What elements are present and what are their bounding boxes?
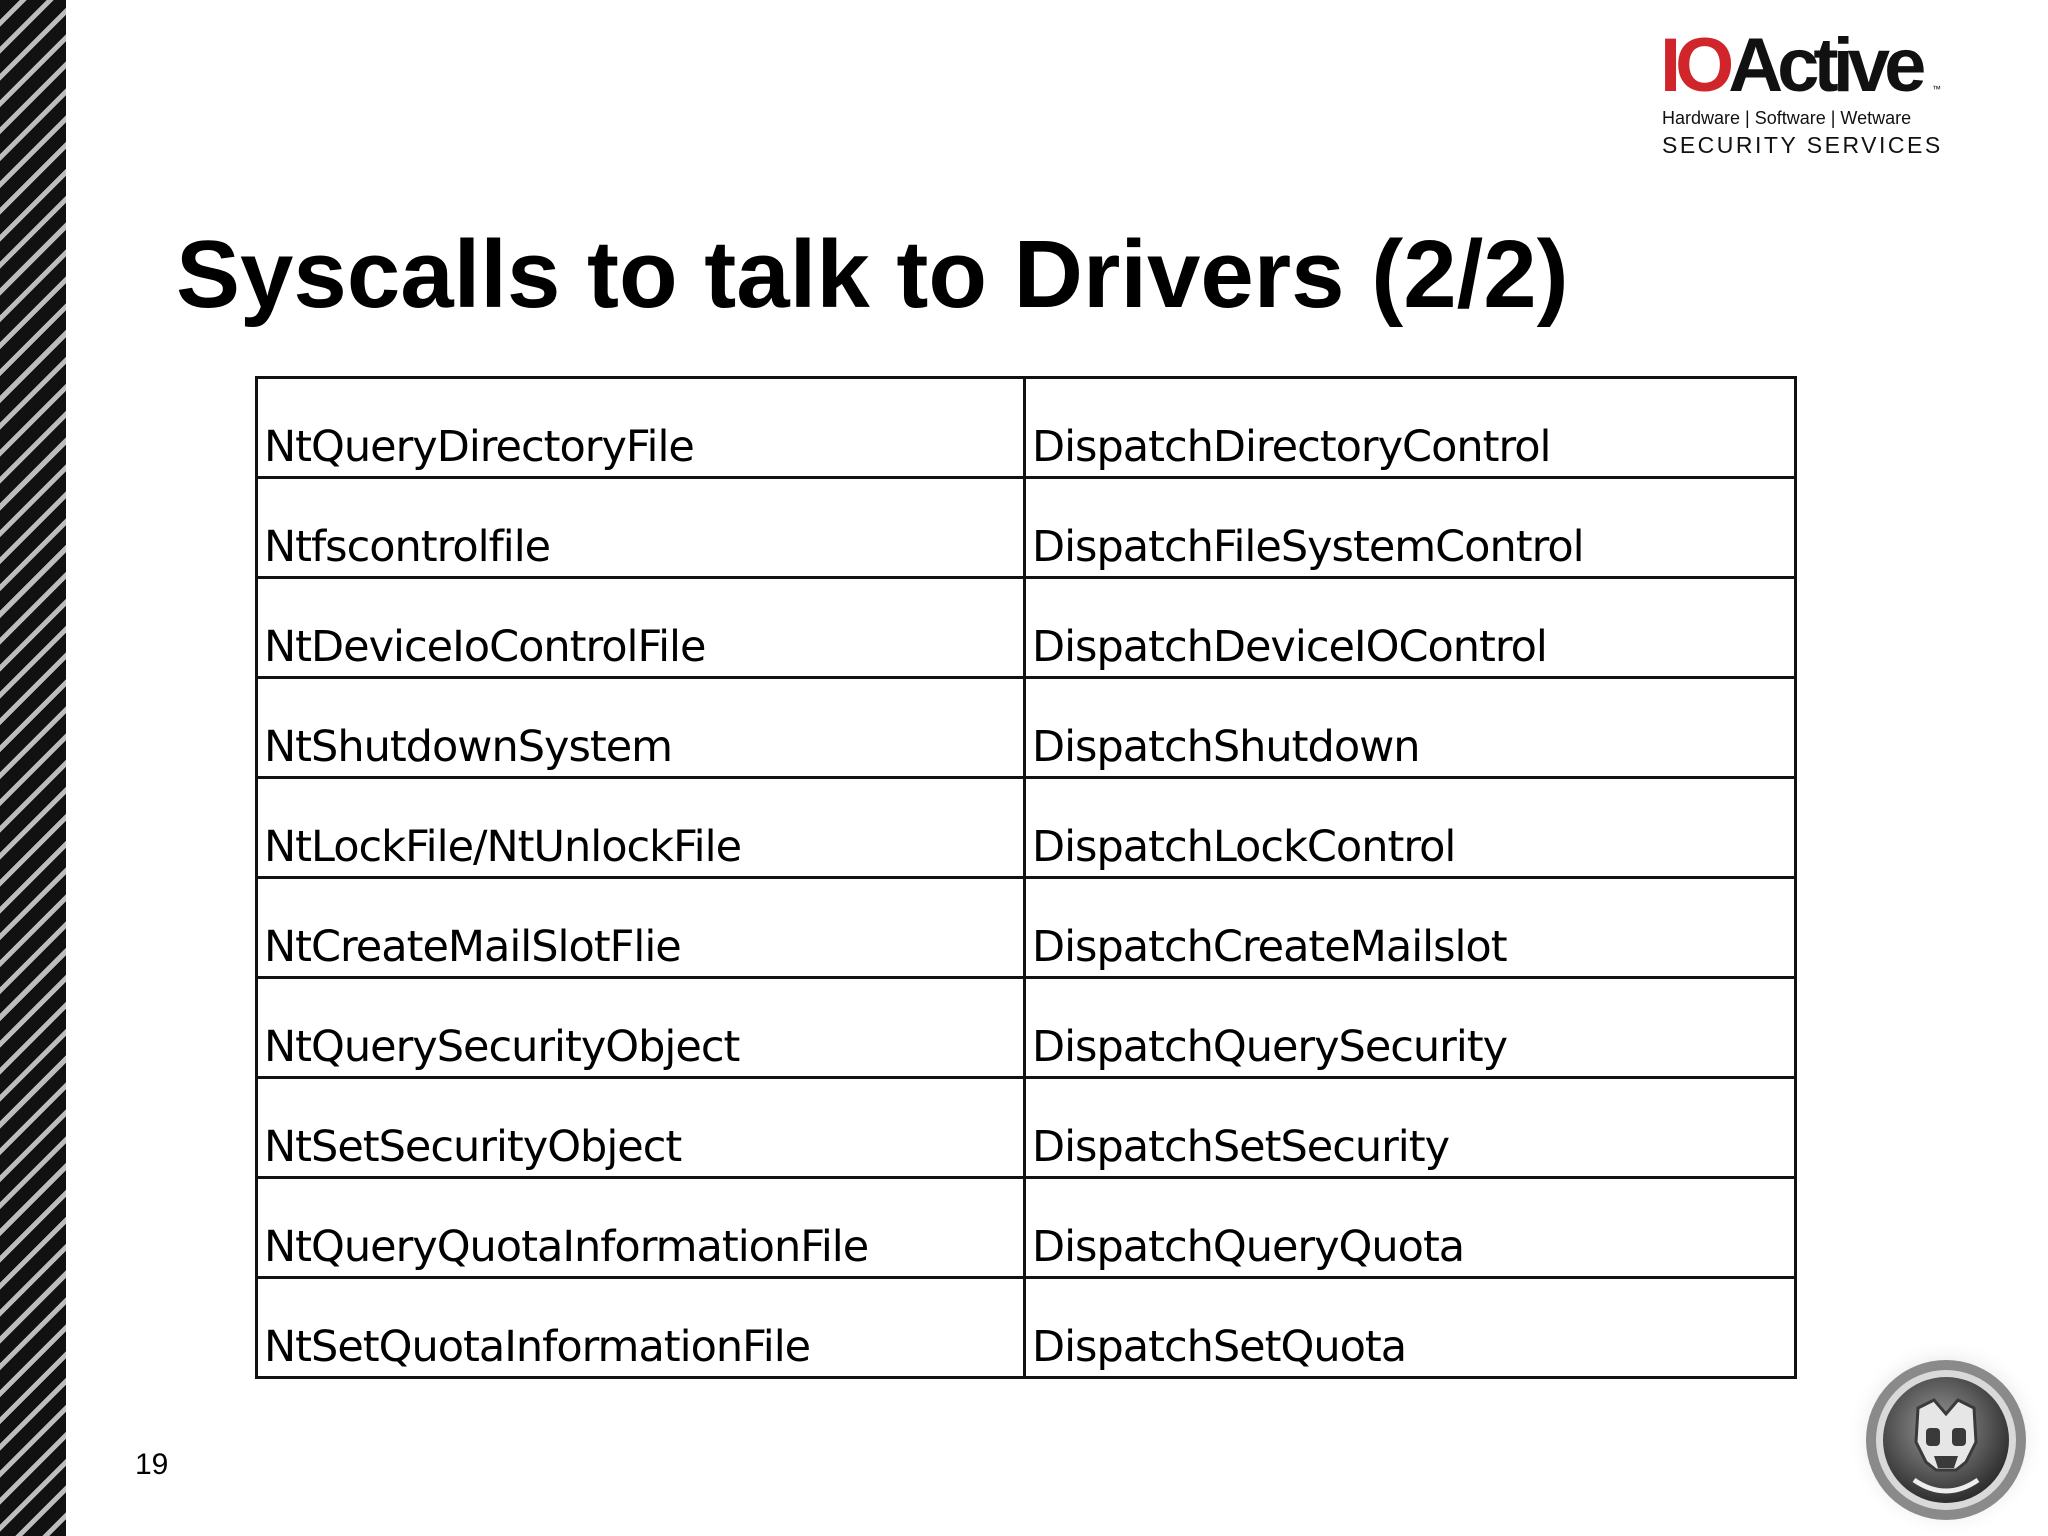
dispatch-cell: DispatchShutdown: [1025, 678, 1796, 778]
dispatch-cell: DispatchSetQuota: [1025, 1278, 1796, 1378]
dispatch-cell: DispatchCreateMailslot: [1025, 878, 1796, 978]
table-row: [257, 578, 1796, 678]
logo-tagline: Hardware | Software | Wetware: [1662, 108, 1912, 128]
table-row: [257, 978, 1796, 1078]
dispatch-cell: DispatchSetSecurity: [1025, 1078, 1796, 1178]
syscall-cell: NtSetQuotaInformationFile: [257, 1278, 1025, 1378]
dispatch-cell: DispatchQuerySecurity: [1025, 978, 1796, 1078]
dispatch-cell: DispatchLockControl: [1025, 778, 1796, 878]
syscall-cell: NtSetSecurityObject: [257, 1078, 1025, 1178]
table-row: [257, 1178, 1796, 1278]
robot-badge-icon: [1838, 1330, 2048, 1536]
dispatch-cell: DispatchDeviceIOControl: [1025, 578, 1796, 678]
syscall-cell: NtQuerySecurityObject: [257, 978, 1025, 1078]
syscall-dispatch-table: [255, 376, 1797, 1379]
syscall-cell: NtShutdownSystem: [257, 678, 1025, 778]
syscall-cell: NtQueryQuotaInformationFile: [257, 1178, 1025, 1278]
table-row: [257, 878, 1796, 978]
table-row: [257, 378, 1796, 478]
logo-wordmark-active: Active: [1728, 23, 1921, 108]
syscall-cell: NtCreateMailSlotFlie: [257, 878, 1025, 978]
dispatch-cell: DispatchFileSystemControl: [1025, 478, 1796, 578]
dispatch-cell: DispatchDirectoryControl: [1025, 378, 1796, 478]
logo-wordmark-io: IO: [1660, 23, 1729, 108]
dispatch-cell: DispatchQueryQuota: [1025, 1178, 1796, 1278]
logo-wordmark: [1660, 23, 1921, 108]
syscall-cell: NtQueryDirectoryFile: [257, 378, 1025, 478]
syscall-cell: NtLockFile/NtUnlockFile: [257, 778, 1025, 878]
table-row: [257, 478, 1796, 578]
syscall-cell: Ntfscontrolfile: [257, 478, 1025, 578]
page-number: 19: [135, 1448, 169, 1481]
logo-subtitle: SECURITY SERVICES: [1662, 132, 1943, 158]
table-row: [257, 1078, 1796, 1178]
logo-trademark: ™: [1932, 84, 1941, 94]
table-row: [257, 678, 1796, 778]
ioactive-logo: [1660, 23, 1943, 168]
table-row: [257, 778, 1796, 878]
decorative-side-stripe: [0, 0, 66, 1536]
table-row: [257, 1278, 1796, 1378]
syscall-cell: NtDeviceIoControlFile: [257, 578, 1025, 678]
slide-title: Syscalls to talk to Drivers (2/2): [176, 221, 1569, 328]
